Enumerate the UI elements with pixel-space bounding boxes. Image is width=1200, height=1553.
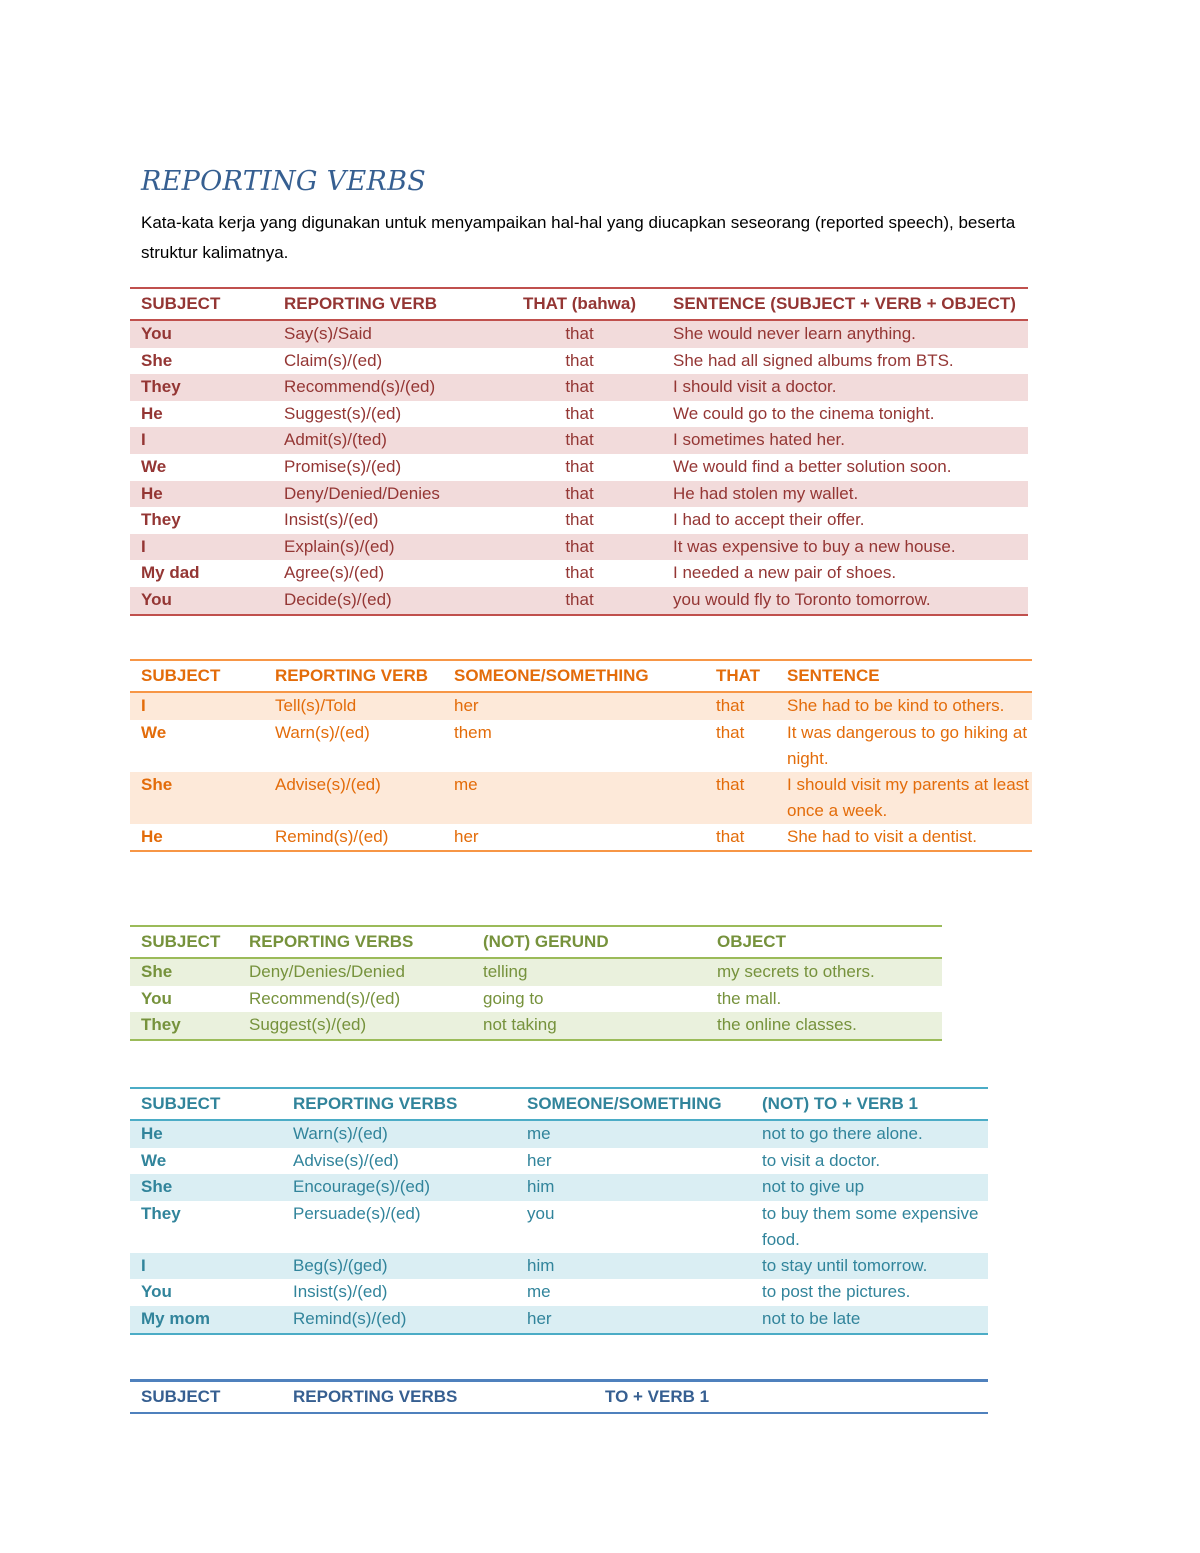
gerund-cell: telling [472,958,706,986]
object-cell: you [527,1203,555,1223]
sentence-cell: I should visit my parents at least once a week. [776,772,1032,824]
subject-cell: I [130,534,273,561]
object-cell: him [516,1253,751,1280]
header-cell: (NOT) TO + VERB 1 [751,1088,988,1120]
infinitive-cell: not to be late [751,1306,988,1334]
object-that-table [130,659,1032,852]
table-row [130,320,1028,348]
infinitive-cell: to post the pictures. [762,1282,911,1302]
that-cell: that [565,563,594,583]
verb-cell: Agree(s)/(ed) [284,563,385,583]
verb-cell: Promise(s)/(ed) [284,456,402,476]
subject-cell: My dad [141,563,200,583]
subject-cell: We [141,1150,167,1170]
table-row [130,1174,988,1201]
table-row [130,348,1028,375]
subject-cell: You [141,988,172,1008]
that-cell: that [716,826,745,846]
subject-cell: I [130,1253,282,1280]
subject-cell: I [130,692,264,720]
sentence-cell: She had all signed albums from BTS. [673,350,954,370]
subject-cell: I [130,427,273,454]
verb-cell: Recommend(s)/(ed) [249,988,401,1008]
subject-cell: She [141,350,173,370]
table-row [130,1012,942,1040]
header-cell: REPORTING VERB [273,288,497,320]
sentence-cell: I had to accept their offer. [673,510,865,530]
header-cell: THAT (bahwa) [497,288,662,320]
table-row [130,507,1028,534]
header-cell: SOMEONE/SOMETHING [443,660,705,692]
that-cell: that [565,350,594,370]
subject-cell: We [141,722,167,742]
object-cell: her [516,1306,751,1334]
verb-cell: Explain(s)/(ed) [273,534,497,561]
header-cell: SOMEONE/SOMETHING [516,1088,751,1120]
table-row [130,1279,988,1306]
table-row [130,772,1032,824]
that-cell: that [497,587,662,615]
subject-cell: You [130,587,273,615]
table-header-row [130,1088,988,1120]
verb-cell: Tell(s)/Told [264,692,443,720]
subject-cell: She [130,772,264,824]
header-cell: REPORTING VERB [264,660,443,692]
infinitive-cell: not to go there alone. [751,1120,988,1148]
to-verb-table [130,1379,988,1414]
table-row [130,1306,988,1334]
header-cell: SUBJECT [130,926,238,958]
gerund-cell: going to [483,988,544,1008]
table-row [130,720,1032,772]
subject-cell: He [130,1120,282,1148]
verb-cell: Admit(s)/(ted) [273,427,497,454]
verb-cell: Warn(s)/(ed) [282,1120,516,1148]
verb-cell: Encourage(s)/(ed) [282,1174,516,1201]
verb-cell: Decide(s)/(ed) [273,587,497,615]
header-cell: SUBJECT [141,1387,221,1406]
table-header-row [130,926,942,958]
verb-cell: Warn(s)/(ed) [275,722,370,742]
header-cell: THAT [705,660,776,692]
infinitive-cell: to visit a doctor. [762,1150,881,1170]
table-header-row [130,660,1032,692]
header-cell: SUBJECT [130,1088,282,1120]
subject-cell: He [130,481,273,508]
table-row [130,692,1032,720]
table-row [130,1201,988,1253]
object-cell: me [527,1282,551,1302]
header-cell: SENTENCE (SUBJECT + VERB + OBJECT) [662,288,1028,320]
table-row [130,481,1028,508]
sentence-cell: We could go to the cinema tonight. [673,403,935,423]
table-header-row [130,288,1028,320]
table-row [130,587,1028,615]
that-cell: that [565,403,594,423]
subject-cell: My mom [130,1306,282,1334]
verb-cell: Insist(s)/(ed) [293,1282,388,1302]
that-cell: that [565,510,594,530]
header-cell: REPORTING VERBS [282,1088,516,1120]
table-row [130,560,1028,587]
subject-cell: He [141,403,163,423]
table-row [130,1148,988,1175]
that-cell: that [497,534,662,561]
object-cell: the online classes. [706,1012,942,1040]
object-cell: her [527,1150,552,1170]
verb-cell: Deny/Denied/Denies [273,481,497,508]
that-cell: that [497,320,662,348]
sentence-cell: I sometimes hated her. [662,427,1028,454]
header-cell: OBJECT [706,926,942,958]
subject-cell: They [141,510,181,530]
object-cell: her [443,692,705,720]
table-row [130,958,942,986]
sentence-cell: She had to be kind to others. [776,692,1032,720]
verb-cell: Claim(s)/(ed) [284,350,383,370]
table-header-row [130,1381,988,1414]
table-row [130,454,1028,481]
that-cell: that [497,481,662,508]
verb-cell: Remind(s)/(ed) [275,826,389,846]
subject-cell: They [130,1012,238,1040]
table-row [130,534,1028,561]
sentence-cell: She would never learn anything. [662,320,1028,348]
sentence-cell: I needed a new pair of shoes. [673,563,897,583]
infinitive-cell: to buy them some expensive food. [762,1203,979,1249]
sentence-cell: I should visit a doctor. [662,374,1028,401]
subject-cell: She [130,1174,282,1201]
header-cell: REPORTING VERBS [238,926,472,958]
header-cell: (NOT) GERUND [472,926,706,958]
that-cell: that [705,692,776,720]
object-cell: them [454,722,492,742]
sentence-cell: you would fly to Toronto tomorrow. [662,587,1028,615]
sentence-cell: It was expensive to buy a new house. [662,534,1028,561]
subject-cell: They [141,1203,181,1223]
sentence-cell: He had stolen my wallet. [662,481,1028,508]
header-cell: SUBJECT [130,660,264,692]
object-cell: me [516,1120,751,1148]
header-cell: REPORTING VERBS [293,1387,458,1406]
subject-cell: You [130,320,273,348]
that-clause-table [130,287,1028,616]
table-row [130,427,1028,454]
that-cell: that [497,374,662,401]
subject-cell: You [141,1282,172,1302]
header-cell: TO + VERB 1 [605,1387,710,1406]
verb-cell: Say(s)/Said [273,320,497,348]
sentence-cell: She had to visit a dentist. [787,826,977,846]
subject-cell: She [130,958,238,986]
sentence-cell: We would find a better solution soon. [673,456,952,476]
that-cell: that [565,456,594,476]
table-row [130,374,1028,401]
verb-cell: Beg(s)/(ged) [282,1253,516,1280]
sentence-cell: It was dangerous to go hiking at night. [787,722,1028,768]
verb-cell: Suggest(s)/(ed) [238,1012,472,1040]
page-title: REPORTING VERBS [141,166,427,197]
object-cell: the mall. [717,988,782,1008]
verb-cell: Advise(s)/(ed) [264,772,443,824]
verb-cell: Insist(s)/(ed) [284,510,379,530]
gerund-table [130,925,942,1041]
object-cell: him [516,1174,751,1201]
that-cell: that [705,772,776,824]
table-row [130,401,1028,428]
object-cell: my secrets to others. [706,958,942,986]
intro-paragraph: Kata-kata kerja yang digunakan untuk menyampaikan hal-hal yang diucapkan seseorang (reported speech), beserta struktur kalimatnya. [141,213,1016,262]
object-cell: her [454,826,479,846]
table-row [130,1253,988,1280]
header-cell: SUBJECT [130,288,273,320]
table-row [130,986,942,1013]
subject-cell: He [141,826,163,846]
table-row [130,824,1032,852]
gerund-cell: not taking [472,1012,706,1040]
subject-cell: They [130,374,273,401]
verb-cell: Advise(s)/(ed) [293,1150,399,1170]
infinitive-cell: not to give up [751,1174,988,1201]
subject-cell: We [141,456,167,476]
verb-cell: Remind(s)/(ed) [282,1306,516,1334]
verb-cell: Persuade(s)/(ed) [293,1203,421,1223]
verb-cell: Recommend(s)/(ed) [273,374,497,401]
to-infinitive-table [130,1087,988,1335]
table-row [130,1120,988,1148]
header-cell: SENTENCE [776,660,1032,692]
verb-cell: Deny/Denies/Denied [238,958,472,986]
that-cell: that [716,722,745,742]
object-cell: me [443,772,705,824]
that-cell: that [497,427,662,454]
verb-cell: Suggest(s)/(ed) [284,403,402,423]
infinitive-cell: to stay until tomorrow. [751,1253,988,1280]
